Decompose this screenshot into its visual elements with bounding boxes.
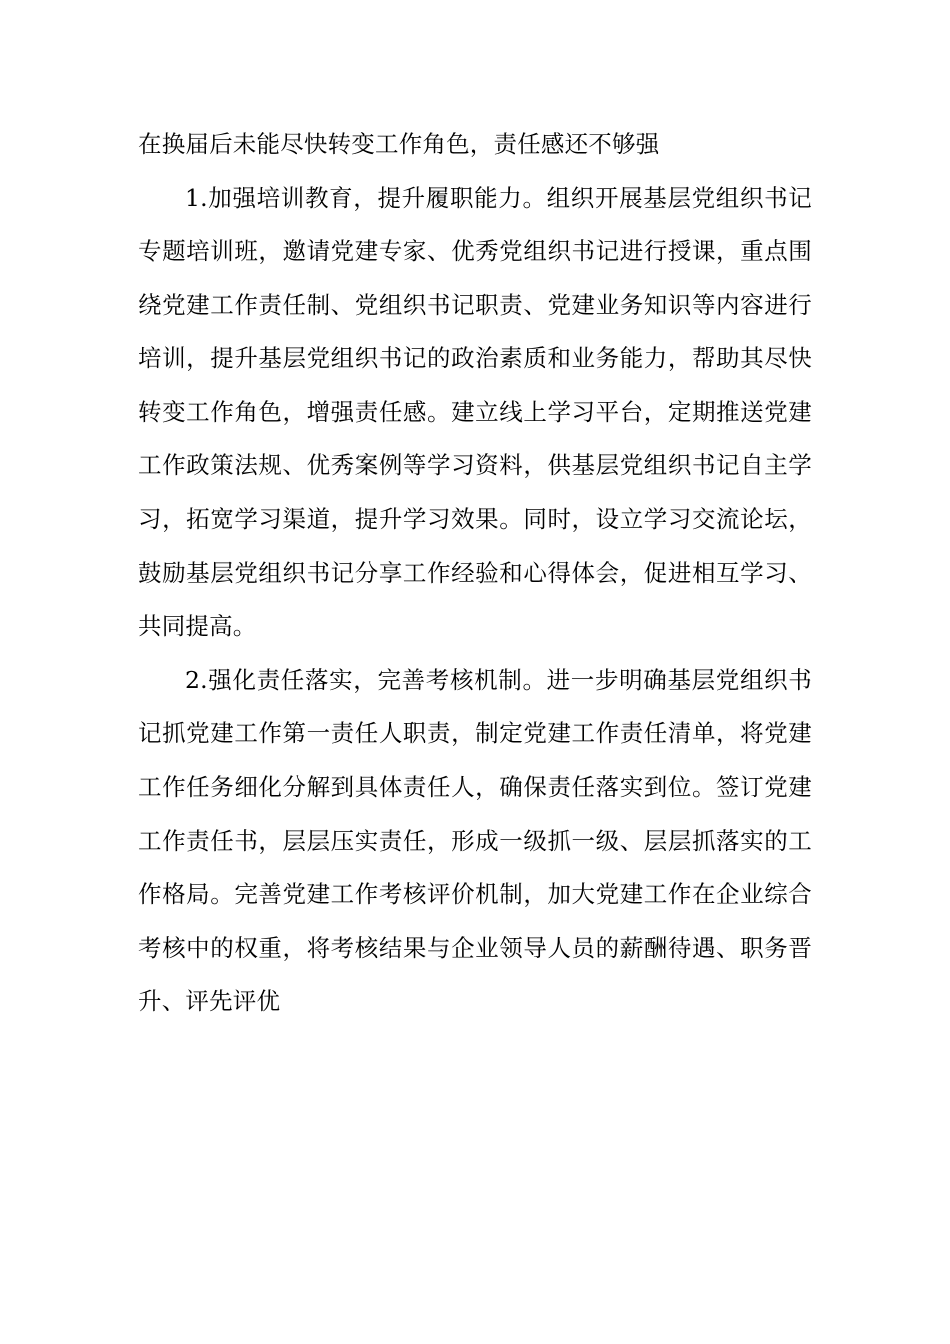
- paragraph-item-2: 2.强化责任落实，完善考核机制。进一步明确基层党组织书记抓党建工作第一责任人职责，制定党建工作责任清单，将党建工作任务细化分解到具体责任人，确保责任落实到位。签订党建工作责任书，层层压实责任，形成一级抓一级、层层抓落实的工作格局。完善党建工作考核评价机制，加大党建工作在企业综合考核中的权重，将考核结果与企业领导人员的薪酬待遇、职务晋升、评先评优: [138, 665, 812, 1016]
- paragraph-heading: 在换届后未能尽快转变工作角色，责任感还不够强: [138, 130, 660, 158]
- document-body: [138, 118, 812, 1029]
- paragraph-item-1: 1.加强培训教育，提升履职能力。组织开展基层党组织书记专题培训班，邀请党建专家、优秀党组织书记进行授课，重点围绕党建工作责任制、党组织书记职责、党建业务知识等内容进行培训，提升基层党组织书记的政治素质和业务能力，帮助其尽快转变工作角色，增强责任感。建立线上学习平台，定期推送党建工作政策法规、优秀案例等学习资料，供基层党组织书记自主学习，拓宽学习渠道，提升学习效果。同时，设立学习交流论坛，鼓励基层党组织书记分享工作经验和心得体会，促进相互学习、共同提高。: [138, 183, 812, 641]
